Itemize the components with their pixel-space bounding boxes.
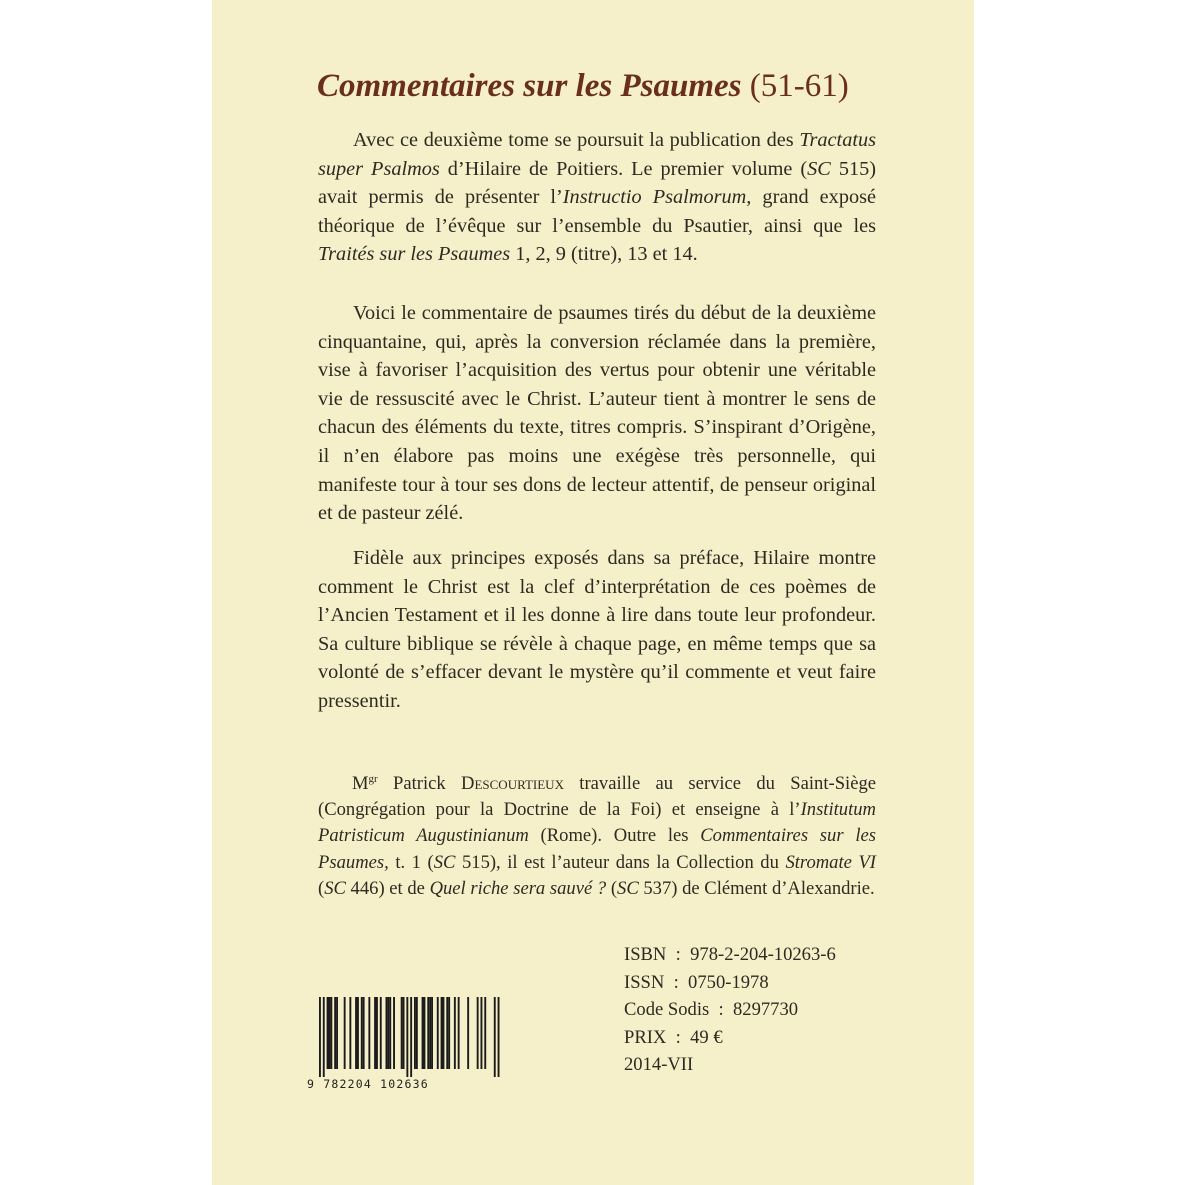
barcode-bar bbox=[368, 997, 370, 1069]
title-psalm-range: (51-61) bbox=[749, 68, 849, 104]
barcode-bar bbox=[454, 997, 456, 1069]
barcode-bar bbox=[401, 997, 403, 1069]
summary-paragraph-3: Fidèle aux principes exposés dans sa préface, Hilaire montre comment le Christ est la clef d’interprétation de ces poèmes de l’Ancien Testament et il les donne à lire dans toute leur profondeur. Sa culture biblique se révèle à chaque page, en même temps que sa volonté de s’effacer devant le mystère qu’il commente et veut faire pressentir. bbox=[318, 547, 876, 712]
barcode-bar bbox=[422, 997, 424, 1069]
barcode-bar bbox=[467, 997, 469, 1069]
author-biography-segment: Stromate VI bbox=[785, 851, 876, 873]
barcode-bar bbox=[334, 997, 336, 1069]
summary-paragraph-1-segment: SC bbox=[807, 157, 831, 180]
edition-line: 2014-VII bbox=[624, 1054, 694, 1075]
barcode-bar bbox=[494, 997, 496, 1077]
barcode-bar bbox=[393, 997, 395, 1069]
barcode-bar bbox=[410, 997, 412, 1077]
barcode-bar bbox=[458, 997, 460, 1069]
barcode-bar bbox=[437, 997, 439, 1069]
author-biography-segment: Commentaires sur les Psaumes, bbox=[318, 825, 876, 873]
barcode-bar bbox=[427, 997, 429, 1069]
barcode-bar bbox=[327, 997, 329, 1069]
summary-paragraph-1-segment: Tractatus super Psalmos bbox=[318, 129, 876, 180]
barcode-bar bbox=[319, 997, 321, 1077]
barcode-bar bbox=[349, 997, 351, 1069]
barcode-bar bbox=[387, 997, 389, 1069]
barcode-bar bbox=[498, 997, 500, 1077]
isbn-line: ISBN : 978-2-204-10263-6 bbox=[624, 944, 836, 965]
summary-paragraph-1-segment: Traités sur les Psaumes bbox=[318, 243, 511, 266]
summary-paragraph-1-segment: grand exposé théorique de l’évêque sur l’ensemble du Psautier, ainsi que les bbox=[318, 186, 877, 237]
barcode-bar bbox=[429, 997, 431, 1069]
barcode-bar bbox=[363, 997, 365, 1069]
barcode-bar bbox=[357, 997, 359, 1069]
author-biography-segment: Patrick bbox=[377, 773, 462, 794]
barcode-bar bbox=[323, 997, 325, 1077]
book-info bbox=[624, 941, 836, 1079]
summary-paragraph-1-segment: Avec ce deuxième tome se poursuit la publication des bbox=[353, 129, 800, 151]
barcode-bar bbox=[477, 997, 479, 1069]
author-biography-segment: Institutum Patristicum Augustinianum bbox=[318, 799, 876, 847]
book-title bbox=[317, 64, 877, 108]
barcode-bar bbox=[414, 997, 416, 1069]
author-biography-segment: SC bbox=[324, 877, 346, 899]
summary-paragraph-1-segment: 1, 2, 9 (titre), 13 et 14. bbox=[510, 243, 698, 266]
barcode-bar bbox=[355, 997, 357, 1069]
summary-paragraph-2: Voici le commentaire de psaumes tirés du début de la deuxième cinquantaine, qui, après la conversion réclamée dans la première, vise à favoriser l’acquisition des vertus pour obtenir une véritable vie de ressuscité avec le Christ. L’auteur tient à montrer le sens de chacun des éléments du texte, titres compris. S’inspirant d’Origène, il n’en élabore pas moins une exégèse très personnelle, qui manifeste tour à tour ses dons de lecteur attentif, de penseur original et de pasteur zélé. bbox=[318, 302, 876, 525]
author-biography-segment: travaille au service du Saint-Siège (Congrégation pour la Doctrine de la Foi) et enseigne à l’ bbox=[318, 773, 876, 821]
barcode-bar bbox=[416, 997, 418, 1069]
author-biography-segment: Quel riche sera sauvé ? bbox=[429, 877, 607, 899]
author-biography-segment: ( bbox=[318, 877, 325, 899]
barcode-bar bbox=[443, 997, 445, 1069]
author-biography-segment: SC bbox=[617, 877, 639, 899]
author-biography-segment: t. 1 ( bbox=[388, 851, 434, 873]
title-main: Commentaires sur les Psaumes bbox=[317, 68, 742, 104]
summary-paragraph-1-segment: d’Hilaire de Poitiers. Le premier volume ( bbox=[439, 157, 808, 180]
issn-line: ISSN : 0750-1978 bbox=[624, 971, 769, 993]
barcode-bar bbox=[330, 997, 332, 1069]
author-biography-segment: 446) et de bbox=[345, 877, 430, 899]
barcode-bar bbox=[329, 997, 331, 1069]
author-biography-segment: M bbox=[352, 773, 369, 794]
barcode-bar bbox=[484, 997, 486, 1069]
barcode-bar bbox=[380, 997, 382, 1069]
barcode-bar bbox=[389, 997, 391, 1069]
barcode-bar bbox=[441, 997, 443, 1069]
barcode-bars bbox=[307, 997, 503, 1077]
barcode-bar bbox=[344, 997, 346, 1069]
author-biography-segment: gr bbox=[368, 773, 378, 785]
author-biography-segment: 537) de Clément d’Alexandrie. bbox=[638, 877, 875, 899]
barcode-bar bbox=[481, 997, 483, 1069]
barcode-bar bbox=[406, 997, 408, 1077]
barcode-bar bbox=[374, 997, 376, 1069]
author-biography-segment: ( bbox=[606, 877, 618, 899]
price-line: PRIX : 49 € bbox=[624, 1026, 723, 1048]
barcode-bar bbox=[446, 997, 448, 1069]
author-biography-segment: SC bbox=[433, 851, 456, 873]
author-biography bbox=[318, 771, 876, 902]
summary-paragraph-1-segment: 515) avait permis de présenter l’ bbox=[318, 157, 876, 209]
barcode-bar bbox=[361, 997, 363, 1069]
summary-paragraph-1 bbox=[318, 126, 876, 269]
barcode-bar bbox=[424, 997, 426, 1069]
barcode-bar bbox=[336, 997, 338, 1069]
barcode-bar bbox=[431, 997, 433, 1069]
author-biography-segment: Descourtieux bbox=[461, 773, 564, 794]
barcode-bar bbox=[386, 997, 388, 1069]
barcode-bar bbox=[376, 997, 378, 1069]
author-biography-segment: (Rome). Outre les bbox=[528, 825, 701, 847]
author-biography-segment: 515), il est l’auteur dans la Collection du bbox=[455, 851, 786, 873]
barcode-digits: 9 782204 102636 bbox=[307, 1077, 503, 1091]
code-sodis-line: Code Sodis : 8297730 bbox=[624, 999, 799, 1020]
summary-paragraph-1-segment: Instructio Psalmorum, bbox=[562, 186, 752, 209]
barcode-bar bbox=[403, 997, 405, 1069]
barcode-bar bbox=[448, 997, 450, 1069]
